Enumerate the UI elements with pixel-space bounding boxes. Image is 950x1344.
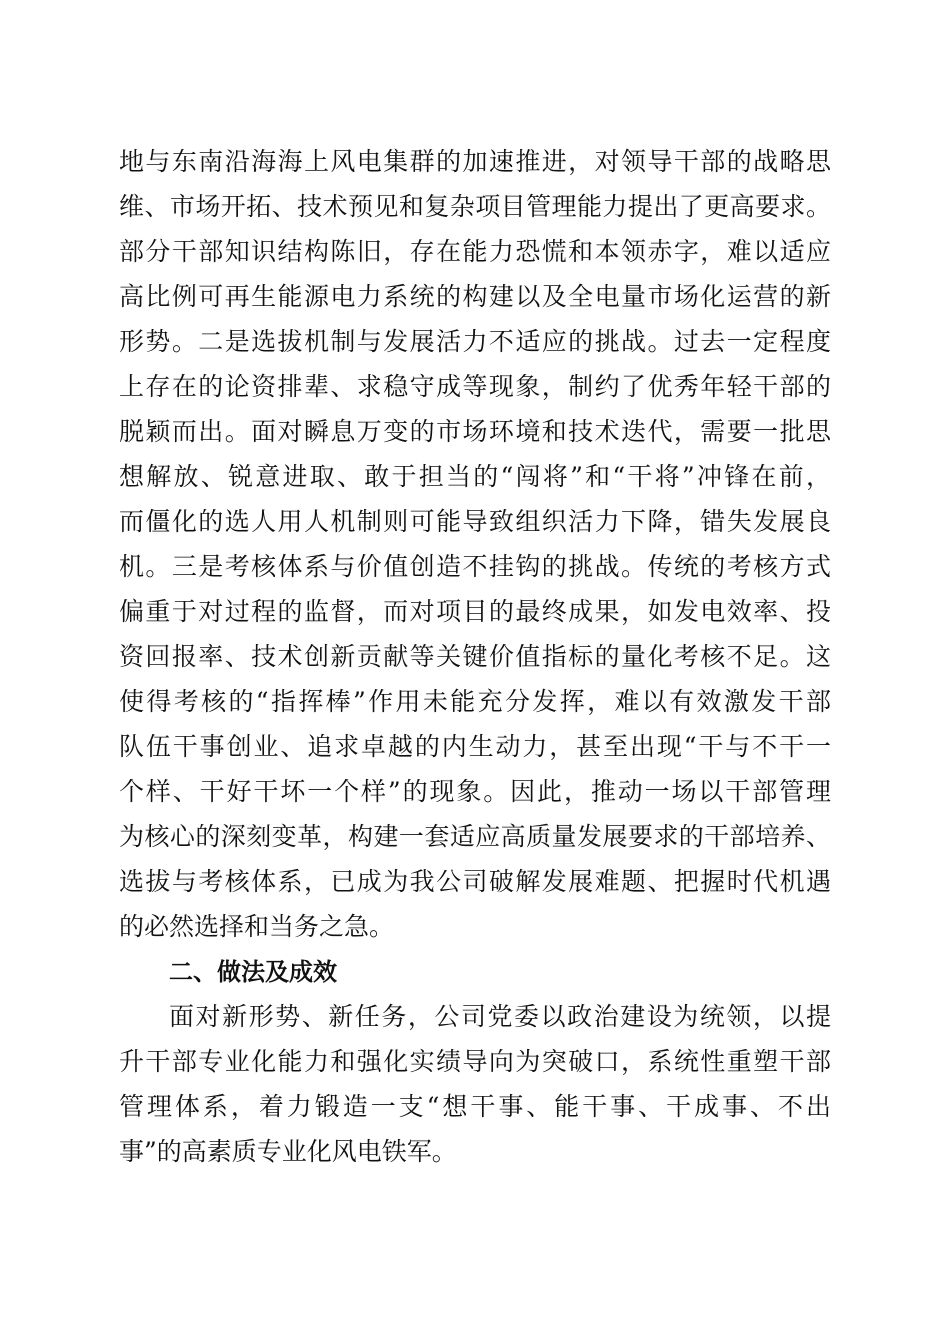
body-text-line: 使得考核的“指挥棒”作用未能充分发挥，难以有效激发干部	[119, 687, 831, 716]
body-text-line: 机。三是考核体系与价值创造不挂钩的挑战。传统的考核方式	[119, 552, 831, 581]
body-text-line: 地与东南沿海海上风电集群的加速推进，对领导干部的战略思	[119, 147, 831, 176]
body-text-line: 想解放、锐意进取、敢于担当的“闯将”和“干将”冲锋在前，	[119, 462, 831, 491]
body-text-line: 管理体系，着力锻造一支“想干事、能干事、干成事、不出	[119, 1092, 831, 1121]
body-text-line: 个样、干好干坏一个样”的现象。因此，推动一场以干部管理	[119, 777, 831, 806]
body-text-line: 高比例可再生能源电力系统的构建以及全电量市场化运营的新	[119, 282, 831, 311]
body-text-line: 的必然选择和当务之急。	[119, 912, 395, 941]
body-text-line: 脱颖而出。面对瞬息万变的市场环境和技术迭代，需要一批思	[119, 417, 831, 446]
body-text-line: 事”的高素质专业化风电铁军。	[119, 1137, 457, 1166]
body-text-line: 为核心的深刻变革，构建一套适应高质量发展要求的干部培养、	[119, 822, 831, 851]
body-text-line: 升干部专业化能力和强化实绩导向为突破口，系统性重塑干部	[119, 1047, 831, 1076]
body-text-line: 面对新形势、新任务，公司党委以政治建设为统领，以提	[169, 1002, 831, 1031]
body-text-line: 选拔与考核体系，已成为我公司破解发展难题、把握时代机遇	[119, 867, 831, 896]
body-text-line: 维、市场开拓、技术预见和复杂项目管理能力提出了更高要求。	[119, 192, 831, 221]
body-text-line: 偏重于对过程的监督，而对项目的最终成果，如发电效率、投	[119, 597, 831, 626]
body-text-line: 部分干部知识结构陈旧，存在能力恐慌和本领赤字，难以适应	[119, 237, 831, 266]
body-text-line: 队伍干事创业、追求卓越的内生动力，甚至出现“干与不干一	[119, 732, 831, 761]
body-text-line: 形势。二是选拔机制与发展活力不适应的挑战。过去一定程度	[119, 327, 831, 356]
section-heading: 二、做法及成效	[169, 958, 337, 986]
body-text-line: 资回报率、技术创新贡献等关键价值指标的量化考核不足。这	[119, 642, 831, 671]
body-text-line: 上存在的论资排辈、求稳守成等现象，制约了优秀年轻干部的	[119, 372, 831, 401]
body-text-line: 而僵化的选人用人机制则可能导致组织活力下降，错失发展良	[119, 507, 831, 536]
